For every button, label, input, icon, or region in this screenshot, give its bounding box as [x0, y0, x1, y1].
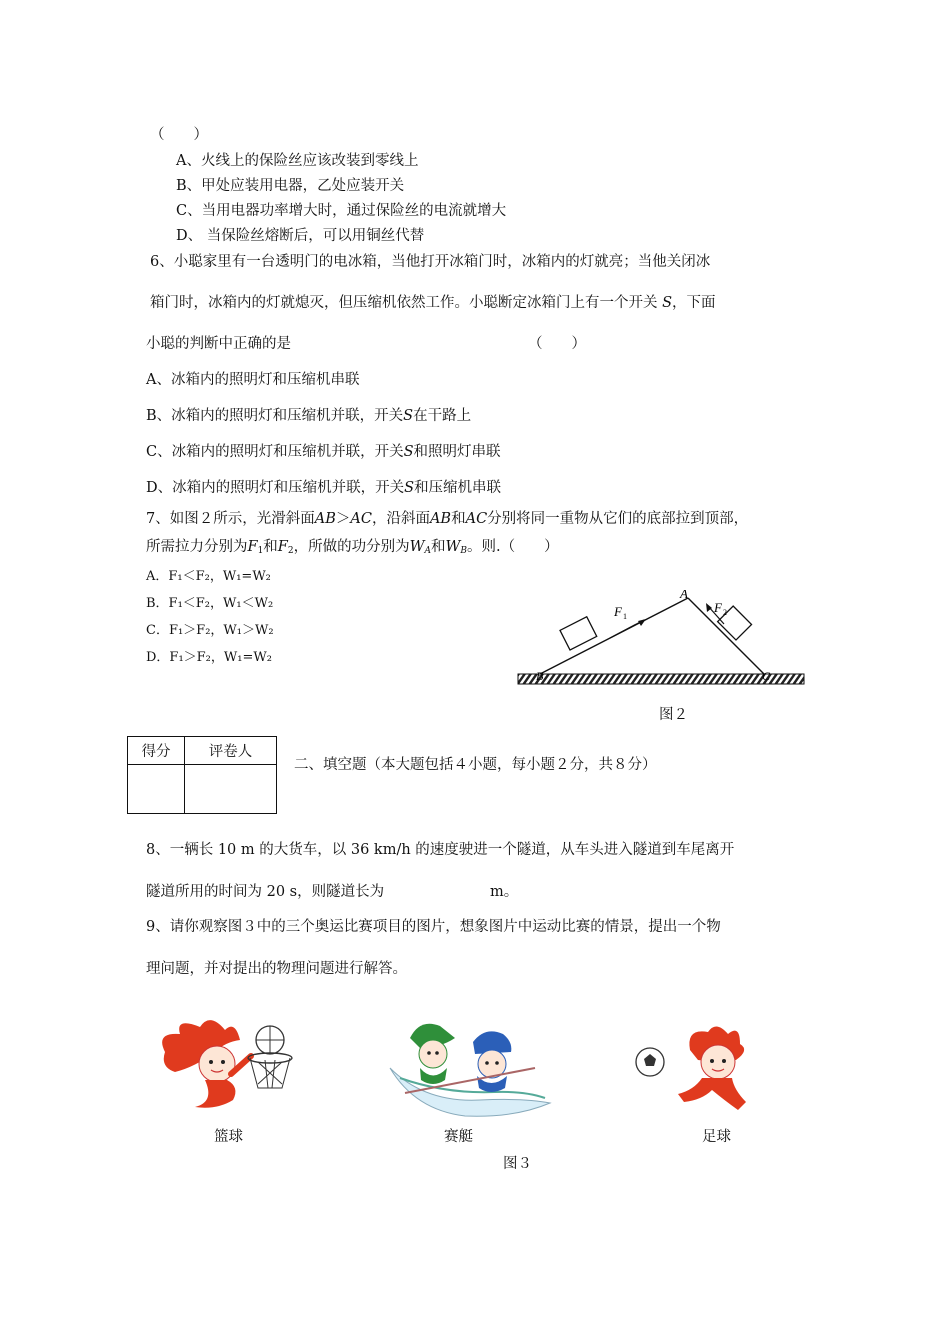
q7-ac: AC [350, 511, 372, 527]
block-on-ab [560, 617, 597, 650]
q7-f1: F [247, 539, 258, 555]
q7-ab: AB [314, 511, 336, 527]
q6-bracket: （ ） [528, 336, 586, 352]
label-a: A [680, 590, 688, 601]
q5-option-c: C、当用电器功率增大时，通过保险丝的电流就增大 [176, 203, 507, 219]
q6-line3: 小聪的判断中正确的是 [146, 336, 291, 352]
q6-option-c-a: C、冰箱内的照明灯和压缩机并联，开关 [146, 444, 404, 460]
score-table [127, 736, 277, 814]
label-f2: F [714, 600, 722, 615]
q7-option-a: A．F₁＜F₂，W₁=W₂ [146, 569, 271, 584]
force-arrow-f1 [610, 620, 644, 638]
rowing-mascot-picture [385, 1008, 555, 1118]
q7-line1-a: 7、如图２所示，光滑斜面 [146, 511, 315, 527]
label-c: C [762, 669, 771, 683]
q6-option-d [146, 481, 501, 496]
q6-option-d-b: 和压缩机串联 [414, 480, 502, 496]
fig2-caption: 图２ [659, 707, 688, 723]
basketball-mascot-picture [155, 1012, 305, 1112]
q7-option-b: B．F₁＜F₂，W₁＜W₂ [146, 596, 274, 611]
q6-option-c-b: 和照明灯串联 [413, 444, 501, 460]
section2-heading: 二、填空题（本大题包括４小题，每小题２分，共８分） [294, 757, 657, 773]
label-b: B [536, 669, 544, 683]
q8-line1: 8、一辆长 10 m 的大货车，以 36 km/h 的速度驶进一个隧道，从车头进入隧道到车尾离开 [146, 842, 735, 858]
q9-line2: 理问题，并对提出的物理问题进行解答。 [146, 961, 407, 977]
grader-header: 评卷人 [185, 737, 277, 765]
q7-line1-b: ，沿斜面 [371, 511, 430, 527]
q7-line2-a: 所需拉力分别为 [146, 539, 248, 555]
q7-and: 和 [451, 511, 466, 527]
q7-ab2: AB [429, 511, 452, 527]
label-football: 足球 [702, 1129, 731, 1145]
q9-line1: 9、请你观察图３中的三个奥运比赛项目的图片，想象图片中运动比赛的情景，提出一个物 [146, 919, 721, 935]
q8-line2a: 隧道所用的时间为 20 s，则隧道长为 [146, 884, 385, 900]
q6-line2-b: ，下面 [672, 295, 716, 311]
q6-option-b [146, 409, 471, 424]
force-arrow-f1-head [638, 619, 646, 626]
q6-option-c-s: S [403, 444, 414, 460]
q6-line1: 6、小聪家里有一台透明门的电冰箱，当他打开冰箱门时，冰箱内的灯就亮；当他关闭冰 [150, 254, 711, 270]
q7-option-c: C．F₁＞F₂，W₁＞W₂ [146, 623, 274, 638]
grader-cell[interactable] [185, 765, 277, 814]
q6-option-c [146, 445, 501, 460]
football-mascot-picture [628, 1020, 778, 1115]
q7-line2: 所需拉力分别为$F_1$和$F_2$，所做的功分别为$W_A$和$W_B$。则.（ ） [146, 539, 559, 556]
q6-option-a: A、冰箱内的照明灯和压缩机串联 [146, 372, 360, 388]
score-cell[interactable] [128, 765, 185, 814]
q7-gt: ＞ [335, 511, 351, 527]
label-f2-sub: 2 [723, 608, 727, 617]
force-arrow-f2-head [706, 603, 712, 612]
label-f1-sub: 1 [623, 612, 627, 621]
q7-wa: W [409, 539, 425, 555]
q7-f2: F [277, 539, 288, 555]
score-header: 得分 [128, 737, 185, 765]
q8-line2b: m。 [490, 884, 519, 900]
label-f1: F [614, 604, 622, 619]
q6-option-b-a: B、冰箱内的照明灯和压缩机并联，开关 [146, 408, 404, 424]
q7-option-d: D．F₁＞F₂，W₁=W₂ [146, 650, 272, 665]
label-basketball: 篮球 [214, 1129, 243, 1145]
q6-line2 [150, 296, 716, 311]
q5-option-b: B、甲处应装用电器，乙处应装开关 [176, 178, 405, 194]
q7-line2-c: 。则.（ ） [467, 539, 559, 555]
q7-line1-c: 分别将同一重物从它们的底部拉到顶部， [487, 511, 749, 527]
incline-figure [510, 590, 810, 690]
q5-bracket: （ ） [150, 127, 208, 143]
q7-line2-b: ，所做的功分别为 [293, 539, 410, 555]
label-rowing: 赛艇 [444, 1129, 473, 1145]
q7-he2: 和 [431, 539, 446, 555]
q6-option-d-a: D、冰箱内的照明灯和压缩机并联，开关 [146, 480, 405, 496]
q7-he1: 和 [263, 539, 278, 555]
q7-wb: W [445, 539, 461, 555]
q6-switch-s: S [662, 295, 673, 311]
q6-line2-a: 箱门时，冰箱内的灯就熄灭，但压缩机依然工作。小聪断定冰箱门上有一个开关 [150, 295, 663, 311]
q7-line1 [146, 512, 748, 527]
q6-option-d-s: S [404, 480, 415, 496]
q7-ac2: AC [465, 511, 488, 527]
fig3-caption: 图３ [503, 1156, 532, 1172]
q6-option-b-b: 在干路上 [413, 408, 472, 424]
q5-option-a: A、火线上的保险丝应该改装到零线上 [176, 153, 419, 169]
q6-option-b-s: S [403, 408, 414, 424]
q5-option-d: D、 当保险丝熔断后，可以用铜丝代替 [176, 228, 425, 244]
